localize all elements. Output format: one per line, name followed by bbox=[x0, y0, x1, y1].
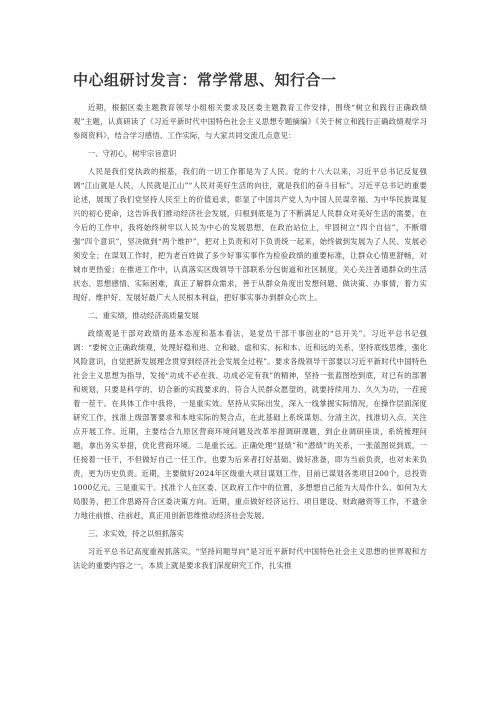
document-title: 中心组研讨发言：常学常思、知行合一 bbox=[73, 71, 337, 89]
section-body-3: 习近平总书记高度重视抓落实。“坚持问题导向”是习近平新时代中国特色社会主义思想的世界观和方法论的重要内容之一，本质上就是要求我们深度研究工作，扎实推 bbox=[73, 547, 427, 570]
intro-paragraph: 近期，根据区委主题教育领导小组相关要求及区委主题教育工作安排，围绕“树立和践行正确政绩观”主题，认真研读了《习近平新时代中国特色社会主义思想专题摘编》《关于树立和践行正确政绩观学习参阅资料》，结合学习感悟、工作实际，与大家共同交流几点意见： bbox=[73, 103, 427, 140]
section-body-1: 人民是我们党执政的根基，我们的一切工作都是为了人民。党的十八大以来，习近平总书记反复强调“江山就是人民，人民就是江山”“人民对美好生活的向往，就是我们的奋斗目标”。习近平总书记的重要论述，展现了我们党坚持人民至上的价值追求，彰显了中国共产党人为中国人民谋幸福、为中华民族谋复兴的初心使命，这告诉我们推动经济社会发展，归根到底是为了不断满足人民群众对美好生活的需要。在今后的工作中，我将始终树牢以人民为中心的发展思想，在政治站位上，牢固树立“四个自信”，不断增强“四个意识”，坚决做到“两个维护”，把对上负责和对下负责统一起来，始终做到发展为了人民、发展必须安全；在谋划工作时，把为老百姓做了多少好事实事作为检验政绩的重要标准，让群众心情更舒畅，对城市更热爱；在推进工作中，认真落实区级领导干部联系分包街道和社区制度，关心关注普通群众的生活状态、思想感情、实际困难，真正了解群众需求，善于从群众角度出发想问题、做决策、办事情，着力实现好、维护好、发展好最广大人民根本利益，把好事实事办到群众心坎上。 bbox=[73, 167, 427, 302]
section-body-2: 政绩观是干部对政绩的基本态度和基本看法，是党员干部干事创业的“总开关”。习近平总书记强调：“要树立正确政绩观，处理好稳和进、立和破、虚和实、标和本、近和远的关系，坚持底线思维，强化风险意识，自觉把新发展理念贯穿到经济社会发展全过程”。要求各级领导干部要以习近平新时代中国特色社会主义思想为指导，发扬“功成不必在我、功成必定有我”的精神，坚持一张蓝图绘到底，对已有的部署和规划，只要是科学的、切合新的实践要求的、符合人民群众愿望的，就要持续用力、久久为功，一茬接着一茬干。在具体工作中我将，一是重实效。坚持从实际出发，深入一线掌握实际情况，在操作层面深度研究工作，找准上级部署要求和本地实际的契合点，在此基础上系统谋划、分清主次，找准切入点、关注点开展工作。近期，主要结合九原区营商环境问题及改革举措调研课题，到企业调研座谈，系统梳理问题，拿出务实举措，优化营商环境。二是重长远。正确处理“显绩”和“潜绩”的关系，一张蓝图说到底，一任接着一任干，不但做好自己一任工作，也要为后来者打好基础、做好准备，即为当前负责，也对未来负责，更为历史负责。近期，主要做好2024年区级重大项目谋划工作，目前已谋划各类项目200个，总投资1000亿元。三是重实干。找准个人在区委、区政府工作中的位置，多想想自己能为大局作什么、如何为大局服务，把工作思路符合区委决策方向。近期，重点做好经济运行、项目建设、财政融资等工作，不遗余力地往前推、往前赶，真正用创新思维推动经济社会发展。 bbox=[73, 329, 427, 520]
section-heading-3: 三、求实效，持之以恒抓落实 bbox=[87, 529, 184, 538]
section-heading-1: 一、守初心，树牢宗旨意识 bbox=[87, 149, 177, 158]
section-heading-2: 二、重实绩，推动经济高质量发展 bbox=[87, 311, 199, 320]
